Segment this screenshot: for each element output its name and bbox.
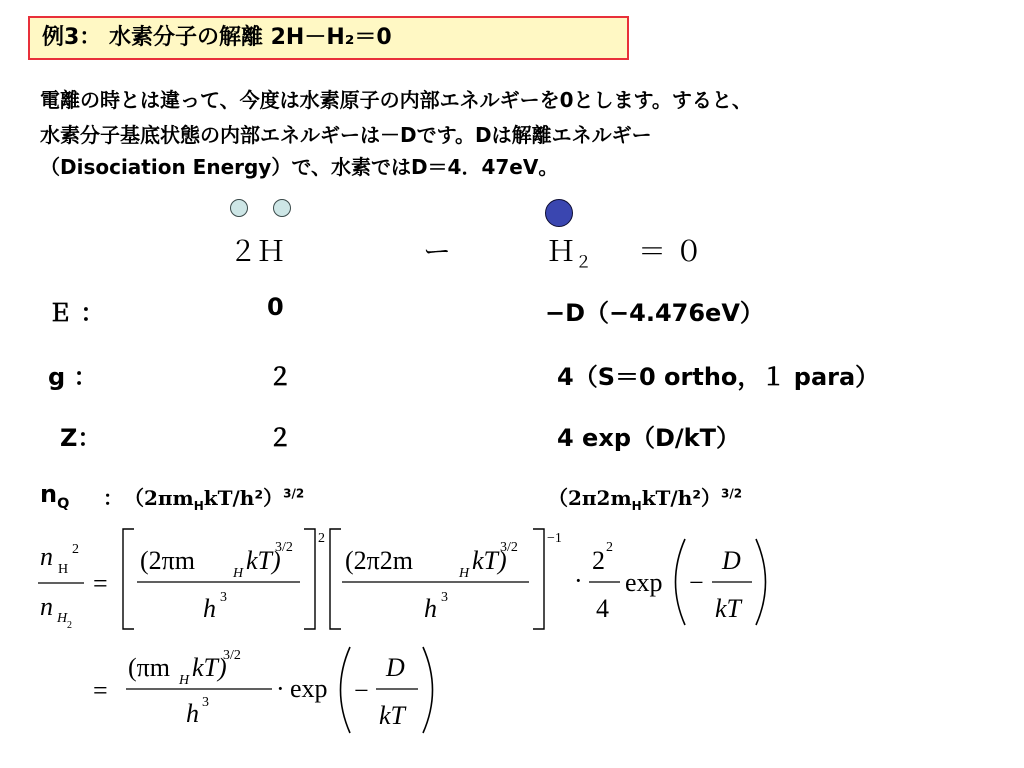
row-z-right: 4 exp（D/kT） [557,424,741,452]
svg-text:H: H [179,673,190,688]
svg-text:3/2: 3/2 [275,540,293,555]
svg-text:exp: exp [625,568,663,597]
svg-text:3: 3 [202,695,209,710]
svg-text:2: 2 [72,542,79,557]
svg-text:H: H [233,566,244,581]
paragraph-line-1: 電離の時とは違って、今度は水素原子の内部エネルギーを0とします。すると、 [40,88,752,112]
line2-numerator: (πm [128,653,171,682]
svg-text:·: · [574,566,583,595]
right-bracket [304,529,315,629]
svg-text:kT: kT [379,701,405,730]
hydrogen-atom-icon [273,199,291,217]
svg-text:kT): kT) [246,546,281,575]
row-g-left: ２ [268,363,292,391]
svg-text:3/2: 3/2 [500,540,518,555]
paragraph-line-2: 水素分子基底状態の内部エネルギーは－Dです。Dは解離エネルギー [40,123,652,147]
nq-label: $n_Q$ [40,480,70,512]
left-bracket [123,529,134,629]
row-z-label: Z： [60,424,102,452]
svg-text:=: = [93,676,108,705]
svg-text:H: H [58,562,69,577]
hydrogen-molecule-icon [545,199,573,227]
row-g-right: 4（S＝0 ortho，１ para） [557,363,880,391]
row-z-left: ２ [268,424,292,452]
svg-text:3: 3 [441,590,448,605]
svg-text:n: n [40,592,53,621]
svg-text:2: 2 [606,540,613,555]
svg-text:kT): kT) [192,653,227,682]
svg-text:exp: exp [290,674,328,703]
saha-formula [0,525,1024,768]
svg-text:=: = [93,569,108,598]
svg-text:h: h [186,699,199,728]
paragraph-line-3: （Disociation Energy）で、水素ではD＝4．47eV。 [40,155,559,179]
row-e-left: 0 [267,293,284,321]
svg-text:3/2: 3/2 [223,648,241,663]
svg-text:kT: kT [715,594,741,623]
svg-text:−: − [689,568,704,597]
svg-text:H: H [57,611,68,626]
svg-text:D: D [386,653,405,682]
svg-text:h: h [424,594,437,623]
two-h-label: ２Ｈ [229,235,286,268]
row-g-label: g ： [48,363,98,391]
svg-text:−: − [354,676,369,705]
slide-title: 例3： 水素分子の解離 2H－H₂＝0 [42,25,392,50]
minus-sign: ー [423,235,452,268]
svg-text:2: 2 [592,546,605,575]
nq-right-expression: $(2\pi 2m_HkT/h^2)^{3/2}$ [548,486,743,513]
h2-label: Ｈ$_2$ [547,235,592,272]
svg-text:kT): kT) [472,546,507,575]
svg-text:4: 4 [596,594,609,623]
lhs-numerator: n [40,542,53,571]
fraction-2-numerator: (2π2m [345,546,414,575]
svg-text:−1: −1 [547,531,562,546]
svg-text:H: H [459,566,470,581]
fraction-1-numerator: (2πm [140,546,196,575]
equals-zero: ＝ ０ [638,235,703,268]
svg-text:2: 2 [67,620,72,631]
nq-colon: ： [103,486,123,510]
svg-text:·: · [276,674,285,703]
svg-text:2: 2 [318,531,325,546]
row-e-right: −D（−4.476eV） [545,299,764,327]
svg-text:3: 3 [220,590,227,605]
hydrogen-atom-icon [230,199,248,217]
row-e-label: Ｅ ： [48,299,105,327]
svg-text:h: h [203,594,216,623]
nq-left-expression: $(2\pi m_HkT/h^2)^{3/2}$ [124,486,305,513]
svg-text:D: D [722,546,741,575]
